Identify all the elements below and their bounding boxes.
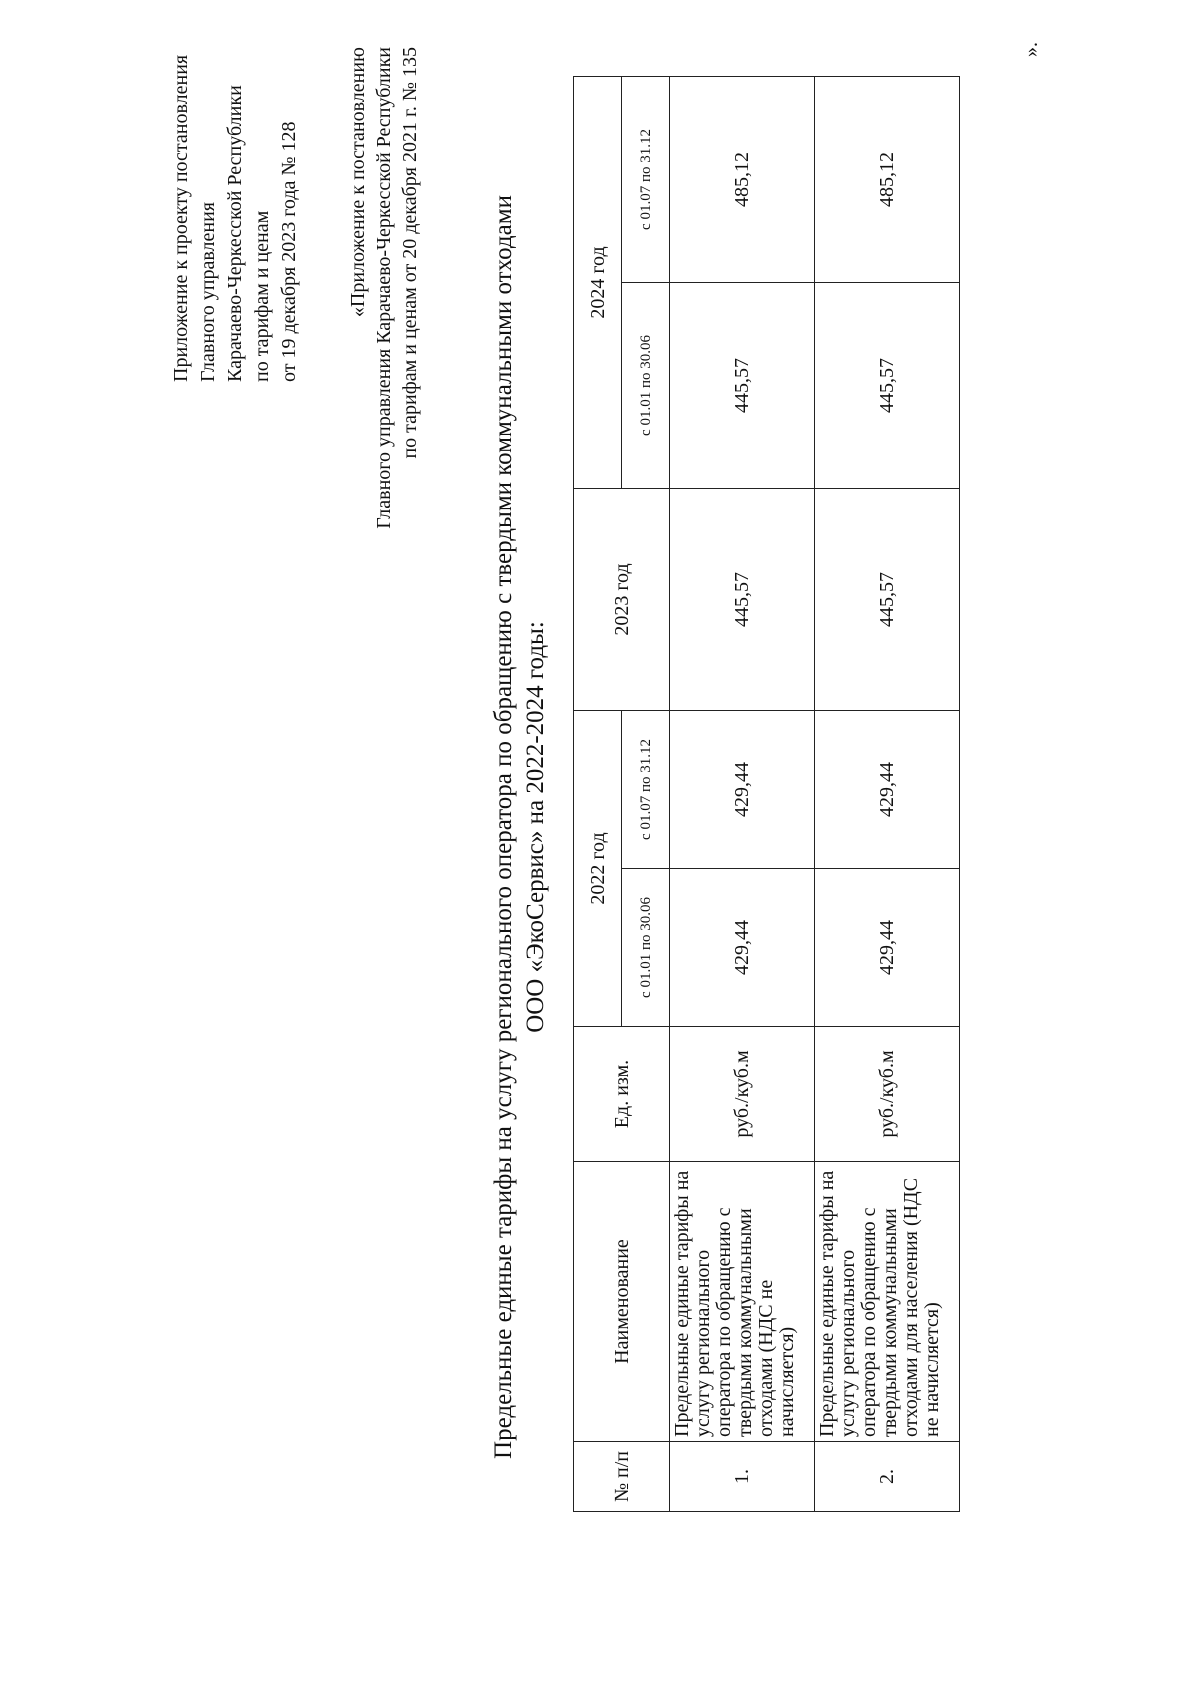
row-number: 1.	[670, 1442, 815, 1512]
row-value-2024-h1: 445,57	[815, 283, 960, 489]
row-value-2022-h2: 429,44	[815, 711, 960, 869]
table-row	[670, 77, 815, 1512]
tariff-table	[573, 76, 960, 1512]
row-number: 2.	[815, 1442, 960, 1512]
appendix-line: Главного управления Карачаево-Черкесской Республики	[373, 47, 395, 529]
appendix-reference-previous	[345, 47, 423, 687]
row-value-2024-h1: 445,57	[670, 283, 815, 489]
appendix-line: по тарифам и ценам от 20 декабря 2021 г. № 135	[399, 47, 421, 459]
header-2024-first-half: с 01.01 по 30.06	[622, 283, 670, 489]
row-value-2022-h1: 429,44	[815, 869, 960, 1027]
appendix-line: Карачаево-Черкесской Республики	[224, 85, 246, 382]
title-line: Предельные единые тарифы на услугу регионального оператора по обращению с твердыми коммунальными отходами	[490, 195, 517, 1459]
appendix-line: по тарифам и ценам	[251, 210, 273, 382]
appendix-reference-current	[168, 22, 303, 382]
row-value-2024-h2: 485,12	[670, 77, 815, 283]
row-unit: руб./куб.м	[815, 1027, 960, 1162]
header-2024-second-half: с 01.07 по 31.12	[622, 77, 670, 283]
appendix-line: от 19 декабря 2023 года № 128	[278, 121, 300, 382]
header-unit: Ед. изм.	[574, 1027, 670, 1162]
header-number: № п/п	[574, 1442, 670, 1512]
appendix-line: «Приложение к постановлению	[347, 47, 369, 318]
row-name: Предельные единые тарифы на услугу регионального оператора по обращению с твердыми коммунальными отходами для населения (НДС не начисляется)	[815, 1162, 960, 1442]
appendix-line: Главного управления	[197, 202, 219, 382]
header-2022-first-half: с 01.01 по 30.06	[622, 869, 670, 1027]
header-name: Наименование	[574, 1162, 670, 1442]
row-name: Предельные единые тарифы на услугу регионального оператора по обращению с твердыми коммунальными отходами (НДС не начисляется)	[670, 1162, 815, 1442]
table-row	[815, 77, 960, 1512]
row-value-2022-h2: 429,44	[670, 711, 815, 869]
header-2022-second-half: с 01.07 по 31.12	[622, 711, 670, 869]
row-unit: руб./куб.м	[670, 1027, 815, 1162]
closing-quote-mark: ».	[1020, 42, 1042, 57]
row-value-2023: 445,57	[670, 489, 815, 711]
row-value-2022-h1: 429,44	[670, 869, 815, 1027]
header-year-2023: 2023 год	[574, 489, 670, 711]
document-title	[488, 117, 552, 1537]
row-value-2023: 445,57	[815, 489, 960, 711]
appendix-line: Приложение к проекту постановления	[170, 54, 192, 382]
header-year-2022: 2022 год	[574, 711, 622, 1027]
row-value-2024-h2: 485,12	[815, 77, 960, 283]
table-header-row	[574, 77, 622, 1512]
header-year-2024: 2024 год	[574, 77, 622, 489]
title-line: ООО «ЭкоСервис» на 2022-2024 годы:	[522, 621, 549, 1033]
